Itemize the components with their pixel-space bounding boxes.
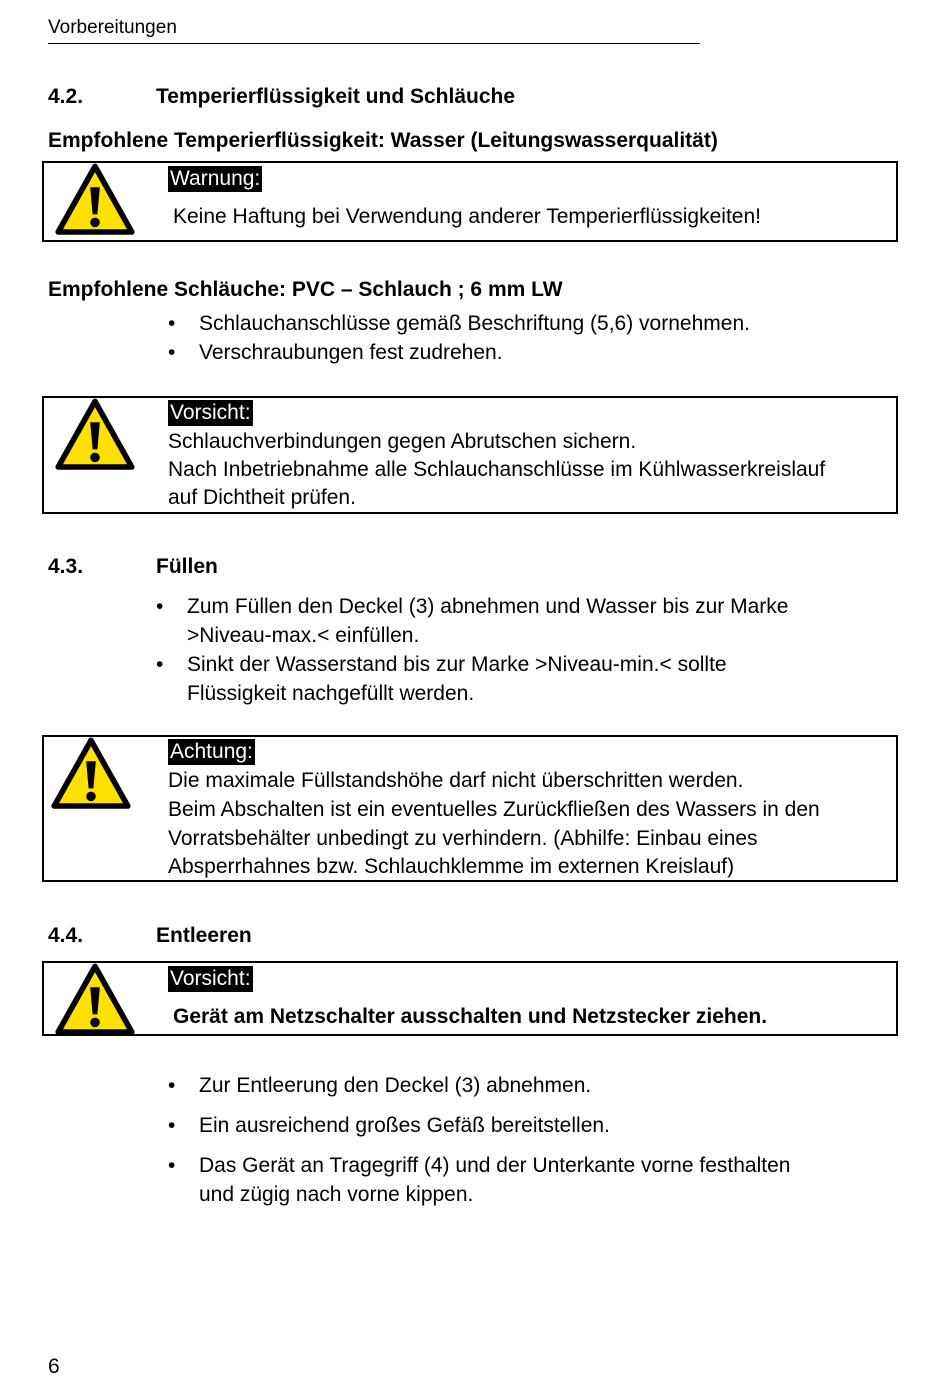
caution-box-drain bbox=[42, 961, 898, 1036]
section-number-4-4: 4.4. bbox=[48, 924, 84, 947]
section-title-4-2: Temperierflüssigkeit und Schläuche bbox=[156, 85, 516, 108]
warning-box bbox=[42, 161, 898, 242]
bullet-dot: • bbox=[168, 1114, 176, 1137]
caution-label: Vorsicht: bbox=[170, 967, 251, 990]
warning-triangle-icon bbox=[55, 398, 135, 472]
warning-label: Warnung: bbox=[170, 167, 261, 190]
section-title-4-3: Füllen bbox=[156, 555, 218, 578]
recommended-fluid: Empfohlene Temperierflüssigkeit: Wasser (Leitungswasserqualität) bbox=[48, 129, 718, 152]
running-header: Vorbereitungen bbox=[48, 17, 177, 38]
caution-text: Gerät am Netzschalter ausschalten und Netzstecker ziehen. bbox=[173, 1005, 768, 1028]
attention-line: Die maximale Füllstandshöhe darf nicht überschritten werden. bbox=[168, 769, 744, 792]
section-number-4-2: 4.2. bbox=[48, 85, 84, 108]
warning-triangle-icon bbox=[51, 737, 131, 811]
bullet-dot: • bbox=[168, 1074, 176, 1097]
attention-line: Vorratsbehälter unbedingt zu verhindern. (Abhilfe: Einbau eines bbox=[168, 827, 758, 850]
caution-label: Vorsicht: bbox=[170, 401, 251, 424]
attention-line: Beim Abschalten ist ein eventuelles Zurückfließen des Wassers in den bbox=[168, 798, 820, 821]
recommended-hoses: Empfohlene Schläuche: PVC – Schlauch ; 6 mm LW bbox=[48, 278, 563, 301]
section-title-4-4: Entleeren bbox=[156, 924, 252, 947]
caution-line: Nach Inbetriebnahme alle Schlauchanschlüsse im Kühlwasserkreislauf bbox=[168, 458, 826, 481]
section-number-4-3: 4.3. bbox=[48, 555, 84, 578]
bullet-dot: • bbox=[168, 1154, 176, 1177]
attention-label: Achtung: bbox=[170, 740, 253, 763]
page-number: 6 bbox=[48, 1355, 60, 1378]
bullet-dot: • bbox=[156, 595, 164, 618]
caution-line: auf Dichtheit prüfen. bbox=[168, 486, 356, 509]
caution-box-hoses bbox=[42, 396, 898, 514]
header-rule bbox=[48, 43, 700, 44]
bullet-dot: • bbox=[168, 312, 176, 335]
bullet-dot: • bbox=[168, 341, 176, 364]
attention-line: Absperrhahnes bzw. Schlauchklemme im externen Kreislauf) bbox=[168, 855, 735, 878]
attention-box bbox=[42, 735, 898, 882]
warning-triangle-icon bbox=[55, 963, 135, 1037]
warning-triangle-icon bbox=[55, 163, 135, 237]
warning-text: Keine Haftung bei Verwendung anderer Temperierflüssigkeiten! bbox=[173, 205, 761, 228]
caution-line: Schlauchverbindungen gegen Abrutschen sichern. bbox=[168, 430, 637, 453]
bullet-dot: • bbox=[156, 653, 164, 676]
